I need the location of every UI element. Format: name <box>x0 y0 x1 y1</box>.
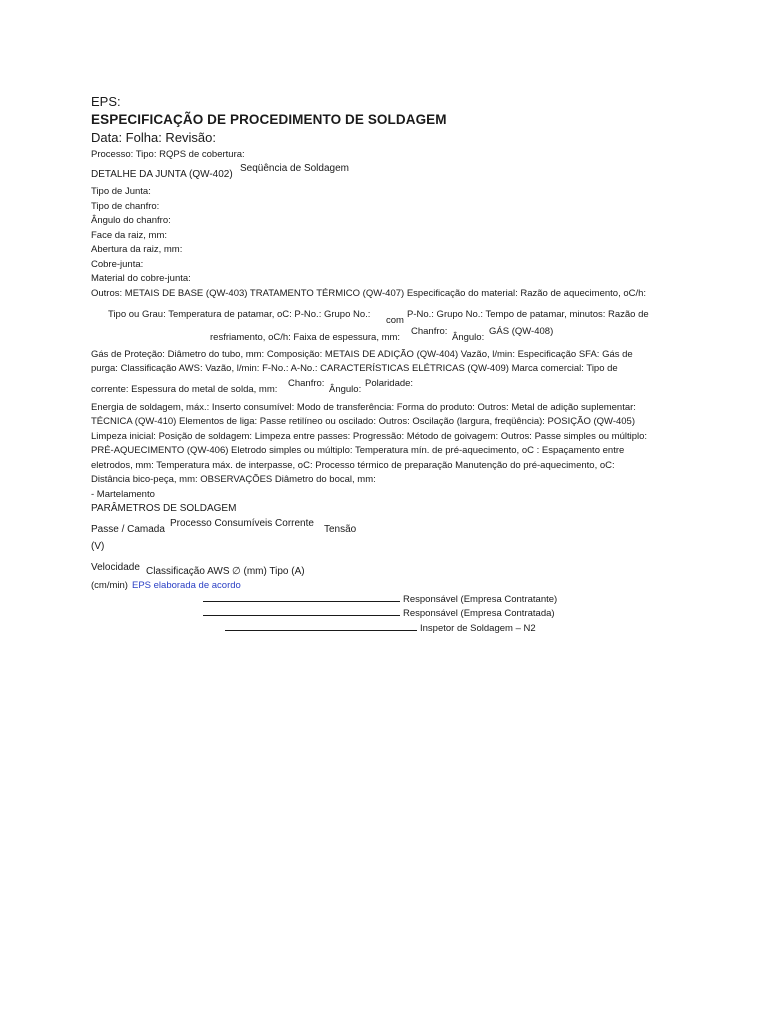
speed-label: Velocidade <box>91 562 140 573</box>
current-line: corrente: Espessura do metal de solda, mm: <box>91 384 278 395</box>
signature-contractor <box>203 594 557 605</box>
process-consumables-current-label: Processo Consumíveis Corrente <box>170 518 314 529</box>
aws-classification-label: Classificação AWS <box>146 566 230 577</box>
speed-unit-label: (cm/min) <box>91 580 128 591</box>
technique-line: TÉCNICA (QW-410) Elementos de liga: Passe retilíneo ou oscilado: Outros: Oscilação (largura, freqüência): POSIÇÃO (QW-405) <box>91 416 636 427</box>
grade-line-b: P-No.: Grupo No.: Tempo de patamar, minutos: Razão de <box>407 309 649 320</box>
signature-line <box>225 630 417 631</box>
polarity-label: Polaridade: <box>365 378 414 389</box>
diameter-type-label: ∅ (mm) Tipo (A) <box>232 566 305 577</box>
groove-sub-label-2: Chanfro: <box>288 378 325 389</box>
signature-line <box>203 615 400 616</box>
peening-line: - Martelamento <box>91 489 155 500</box>
base-metals-line: Outros: METAIS DE BASE (QW-403) TRATAMENTO TÉRMICO (QW-407) Especificação do material: Razão de aquecimento, oC/h: <box>91 288 647 299</box>
signature-inspector <box>225 623 536 634</box>
date-sheet-revision: Data: Folha: Revisão: <box>91 130 217 145</box>
grade-line-com: com <box>386 315 404 326</box>
eps-according-link[interactable]: EPS elaborada de acordo <box>132 580 241 591</box>
root-opening-label: Abertura da raiz, mm: <box>91 244 183 255</box>
backing-material-label: Material do cobre-junta: <box>91 273 191 284</box>
joint-detail-heading: DETALHE DA JUNTA (QW-402) <box>91 169 233 180</box>
joint-type-label: Tipo de Junta: <box>91 186 151 197</box>
observations-line: Distância bico-peça, mm: OBSERVAÇÕES Diâmetro do bocal, mm: <box>91 474 376 485</box>
signature-inspector-label: Inspetor de Soldagem – N2 <box>420 623 536 634</box>
shielding-gas-line: Gás de Proteção: Diâmetro do tubo, mm: Composição: METAIS DE ADIÇÃO (QW-404) Vazão, l/min: Especificação SFA: Gás de <box>91 349 633 360</box>
root-face-label: Face da raiz, mm: <box>91 230 168 241</box>
purge-line: purga: Classificação AWS: Vazão, l/min: F-No.: A-No.: CARACTERÍSTICAS ELÉTRICAS (QW-409) Marca comercial: Tipo de <box>91 363 618 374</box>
angle-sub-label: Ângulo: <box>452 332 485 343</box>
signature-contracted <box>203 608 555 619</box>
voltage-label: Tensão <box>324 524 357 535</box>
grade-line-a: Tipo ou Grau: Temperatura de patamar, oC: P-No.: Grupo No.: <box>108 309 371 320</box>
pass-layer-label: Passe / Camada <box>91 524 165 535</box>
document-title: ESPECIFICAÇÃO DE PROCEDIMENTO DE SOLDAGEM <box>91 112 447 127</box>
signature-contractor-label: Responsável (Empresa Contratante) <box>403 594 558 605</box>
eps-label: EPS: <box>91 94 121 109</box>
gas-heading: GÁS (QW-408) <box>489 326 554 337</box>
process-line: Processo: Tipo: RQPS de cobertura: <box>91 149 245 160</box>
cooling-rate-line: resfriamento, oC/h: Faixa de espessura, mm: <box>210 332 401 343</box>
groove-sub-label: Chanfro: <box>411 326 448 337</box>
groove-angle-label: Ângulo do chanfro: <box>91 215 171 226</box>
welding-sequence-label: Seqüência de Soldagem <box>240 163 349 174</box>
signature-line <box>203 601 400 602</box>
welding-parameters-heading: PARÂMETROS DE SOLDAGEM <box>91 503 237 514</box>
backing-label: Cobre-junta: <box>91 259 144 270</box>
volts-unit-label: (V) <box>91 541 105 552</box>
electrodes-line: eletrodos, mm: Temperatura máx. de interpasse, oC: Processo térmico de preparação Manutenção do pré-aquecimento, oC: <box>91 460 615 471</box>
energy-line: Energia de soldagem, máx.: Inserto consumível: Modo de transferência: Forma do produto: Outros: Metal de adição suplementar: <box>91 402 636 413</box>
signature-contracted-label: Responsável (Empresa Contratada) <box>403 608 555 619</box>
cleaning-line: Limpeza inicial: Posição de soldagem: Limpeza entre passes: Progressão: Método de goivagem: Outros: Passe simples ou múltiplo: <box>91 431 648 442</box>
preheat-line: PRÉ-AQUECIMENTO (QW-406) Eletrodo simples ou múltiplo: Temperatura mín. de pré-aquecimento, oC : Espaçamento entre <box>91 445 625 456</box>
angle-sub-label-2: Ângulo: <box>329 384 362 395</box>
groove-type-label: Tipo de chanfro: <box>91 201 160 212</box>
